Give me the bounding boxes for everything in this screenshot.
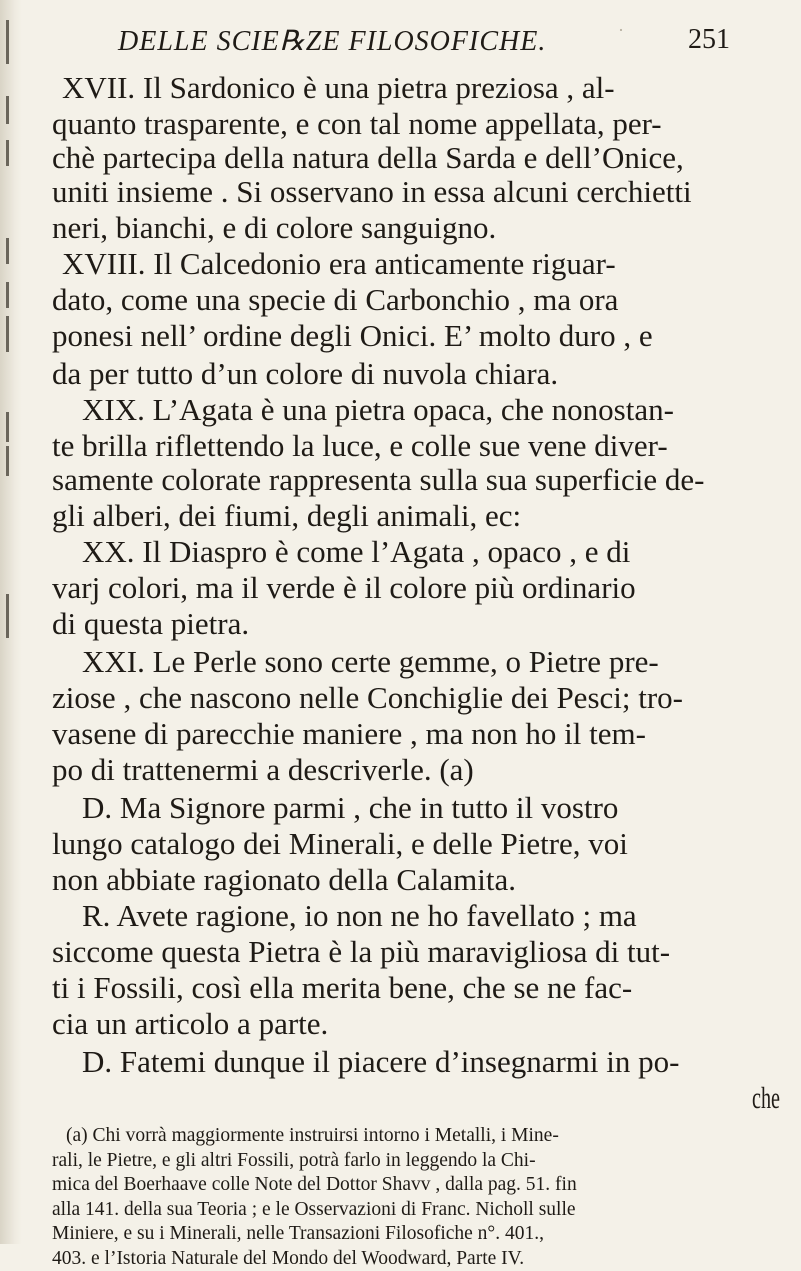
text-line: neri, bianchi, e di colore sanguigno.: [52, 210, 497, 245]
footnote-line: mica del Boerhaave colle Note del Dottor Shavv , dalla pag. 51. fin: [52, 1174, 577, 1195]
text-line: gli alberi, dei fiumi, degli animali, ec:: [52, 498, 522, 533]
text-line: ti i Fossili, così ella merita bene, che se ne fac-: [52, 970, 633, 1005]
text-line: da per tutto d’un colore di nuvola chiara.: [52, 356, 559, 391]
footnote-line: (a) Chi vorrà maggiormente instruirsi intorno i Metalli, i Mine-: [66, 1125, 559, 1146]
text-line: po di trattenermi a descriverle. (a): [52, 752, 474, 787]
footnote-line: rali, le Pietre, e gli altri Fossili, potrà farlo in leggendo la Chi-: [52, 1149, 536, 1171]
text-line: XX. Il Diaspro è come l’Agata , opaco , e di: [82, 534, 631, 569]
text-line: D. Ma Signore parmi , che in tutto il vostro: [82, 790, 619, 825]
footnote-line: 403. e l’Istoria Naturale del Mondo del Woodward, Parte IV.: [52, 1247, 525, 1269]
text-line: che: [752, 1080, 781, 1115]
text-line: XVII. Il Sardonico è una pietra preziosa , al-: [62, 70, 615, 105]
footnote-line: Miniere, e su i Minerali, nelle Transazioni Filosofiche n°. 401.,: [52, 1223, 544, 1244]
text-line: ponesi nell’ ordine degli Onici. E’ molto duro , e: [52, 318, 653, 353]
page-gutter-shadow: [0, 0, 22, 1244]
bleed-through-mark: ·: [618, 20, 624, 40]
text-line: non abbiate ragionato della Calamita.: [52, 862, 516, 897]
gutter-mark: [6, 140, 9, 166]
gutter-mark: [6, 316, 9, 352]
text-line: te brilla riflettendo la luce, e colle sue vene diver-: [52, 428, 668, 463]
gutter-mark: [6, 96, 9, 124]
text-line: ziose , che nascono nelle Conchiglie dei Pesci; tro-: [52, 680, 684, 715]
text-line: cia un articolo a parte.: [52, 1006, 329, 1041]
text-line: siccome questa Pietra è la più maravigliosa di tut-: [52, 934, 671, 969]
gutter-mark: [6, 282, 9, 308]
gutter-mark: [6, 238, 9, 264]
page-number: 251: [688, 24, 730, 55]
text-line: XVIII. Il Calcedonio era anticamente riguar-: [62, 246, 616, 281]
running-title: DELLE SCIE℞ZE FILOSOFICHE.: [118, 26, 547, 57]
gutter-mark: [6, 446, 9, 476]
text-line: samente colorate rappresenta sulla sua superficie de-: [52, 462, 705, 497]
page-header: [0, 24, 801, 64]
text-line: D. Fatemi dunque il piacere d’insegnarmi in po-: [82, 1044, 680, 1079]
text-line: varj colori, ma il verde è il colore più ordinario: [52, 570, 636, 605]
text-line: XXI. Le Perle sono certe gemme, o Pietre pre-: [82, 644, 659, 679]
text-line: uniti insieme . Si osservano in essa alcuni cerchietti: [52, 174, 692, 209]
gutter-mark: [6, 412, 9, 442]
text-line: quanto trasparente, e con tal nome appellata, per-: [52, 106, 662, 141]
text-line: chè partecipa della natura della Sarda e dell’Onice,: [52, 140, 684, 175]
text-line: XIX. L’Agata è una pietra opaca, che nonostan-: [82, 392, 674, 427]
text-line: R. Avete ragione, io non ne ho favellato ; ma: [82, 898, 637, 933]
text-line: vasene di parecchie maniere , ma non ho il tem-: [52, 716, 646, 751]
text-line: di questa pietra.: [52, 606, 250, 641]
gutter-mark: [6, 594, 9, 638]
footnote-line: alla 141. della sua Teoria ; e le Osservazioni di Franc. Nicholl sulle: [52, 1198, 576, 1220]
text-line: lungo catalogo dei Minerali, e delle Pietre, voi: [52, 826, 628, 861]
text-line: dato, come una specie di Carbonchio , ma ora: [52, 282, 619, 317]
